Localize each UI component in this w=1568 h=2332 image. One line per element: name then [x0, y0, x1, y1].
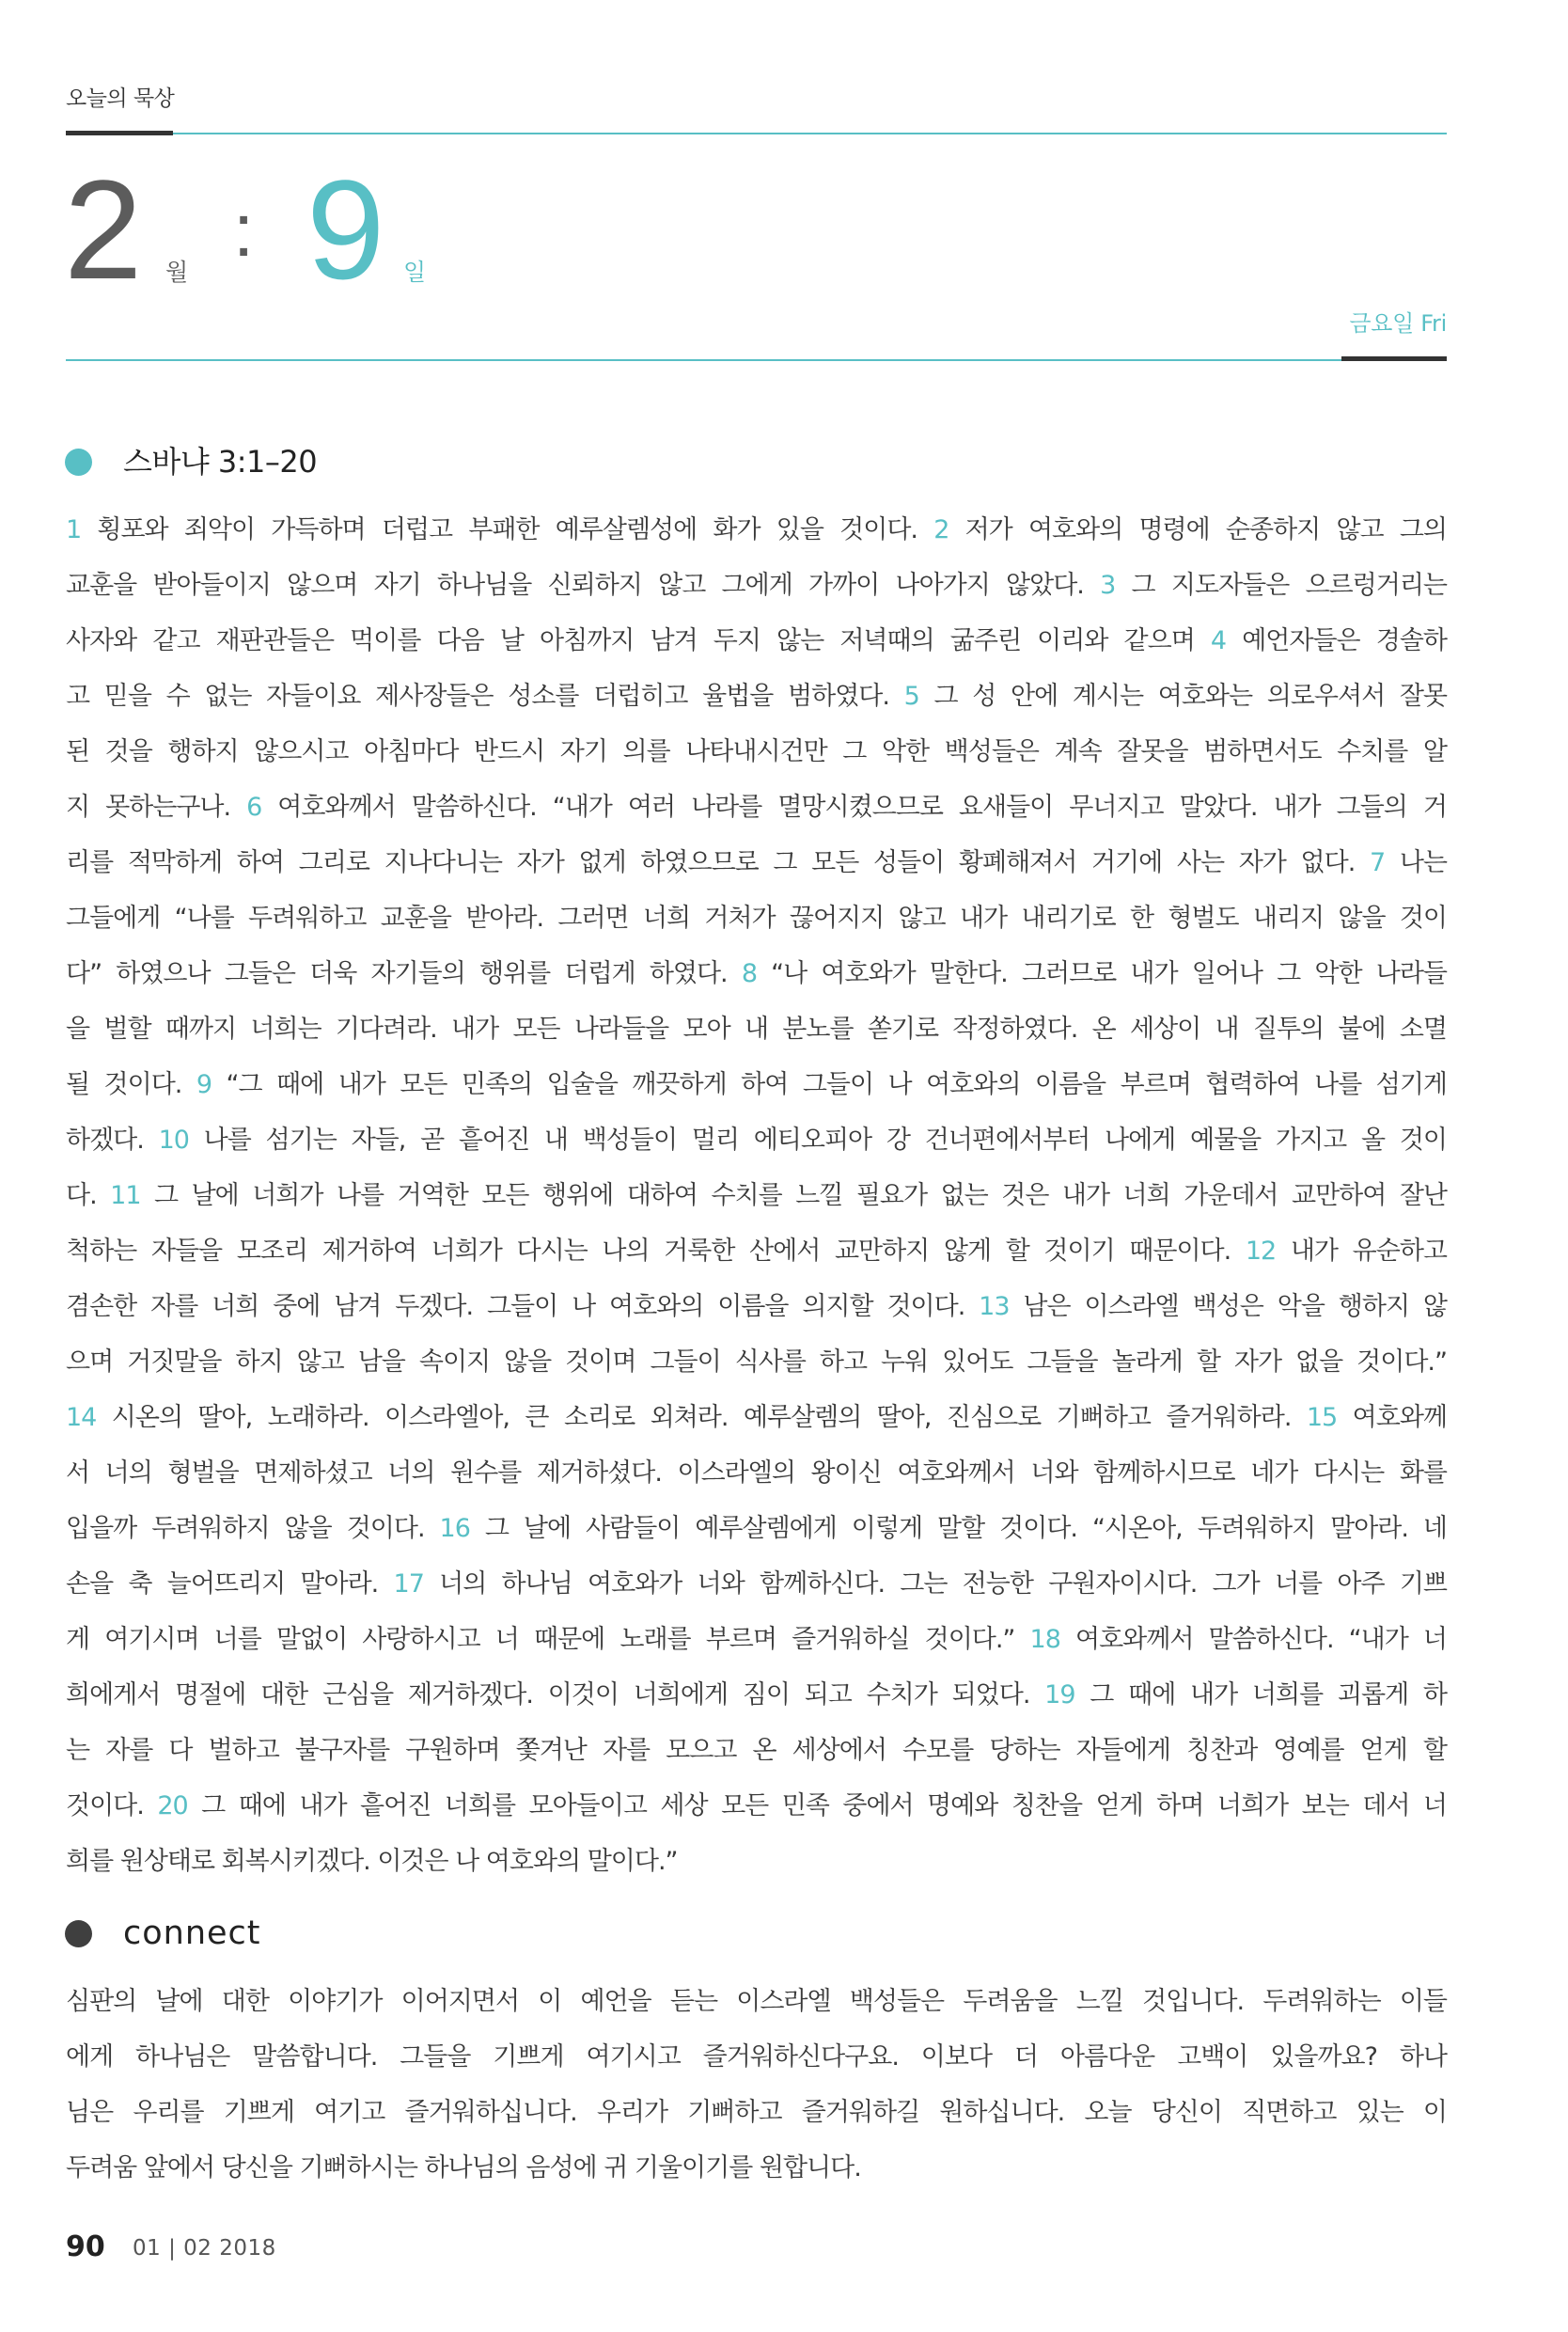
- scripture-line: [66, 1223, 1447, 1279]
- verse-text: 여호와께: [1337, 1403, 1447, 1432]
- verse-text: 지 못하는구나.: [66, 793, 247, 822]
- scripture-line: [66, 1556, 1447, 1612]
- verse-number: 18: [1029, 1625, 1060, 1654]
- verse-number: 19: [1044, 1680, 1075, 1710]
- verse-number: 14: [66, 1403, 97, 1432]
- verse-text: 사자와 같고 재판관들은 먹이를 다음 날 아침까지 남겨 두지 않는 저녁때의 굶주린 이리와 같으며: [66, 626, 1211, 655]
- verse-text: 겸손한 자를 너희 중에 남겨 두겠다. 그들이 나 여호와의 이름을 의지할 것이다.: [66, 1292, 980, 1321]
- connect-line: 에게 하나님은 말씀합니다. 그들을 기쁘게 여기시고 즐거워하신다구요. 이보다 더 아름다운 고백이 있을까요? 하나: [66, 2042, 1447, 2072]
- scripture-line: [66, 669, 1447, 724]
- verse-text: 그 지도자들은 으르렁거리는: [1115, 571, 1447, 600]
- verse-text: 그 때에 내가 흩어진 너희를 모아들이고 세상 모든 민족 중에서 명예와 칭찬을 얻게 하며 너희가 보는 데서 너: [187, 1791, 1447, 1820]
- verse-number: 17: [393, 1569, 424, 1599]
- scripture-line: [66, 1723, 1447, 1778]
- verse-text: 리를 적막하게 하여 그리로 지나다니는 자가 없게 하였으므로 그 모든 성들이 황폐해져서 거기에 사는 자가 없다.: [66, 848, 1370, 877]
- verse-text: 시온의 딸아, 노래하라. 이스라엘아, 큰 소리로 외쳐라. 예루살렘의 딸아, 진심으로 기뻐하고 즐거워하라.: [96, 1403, 1307, 1432]
- verse-text: 그들에게 “나를 두려워하고 교훈을 받아라. 그러면 너희 거처가 끊어지지 않고 내가 내리기로 한 형벌도 내리지 않을 것이: [66, 904, 1447, 933]
- connect-bullet-icon: [65, 1920, 92, 1947]
- verse-number: 4: [1210, 626, 1227, 655]
- verse-number: 5: [903, 682, 919, 711]
- scripture-line: [66, 1279, 1447, 1334]
- verse-number: 13: [979, 1292, 1010, 1321]
- verse-number: 20: [157, 1791, 188, 1820]
- verse-text: 그 날에 사람들이 예루살렘에게 이렇게 말할 것이다. “시온아, 두려워하지 말아라. 네: [469, 1514, 1447, 1543]
- date-month-unit: 월: [165, 259, 189, 286]
- verse-number: 2: [933, 515, 949, 544]
- scripture-line: [66, 780, 1447, 835]
- verse-text: 게 여기시며 너를 말없이 사랑하시고 너 때문에 노래를 부르며 즐거워하실 것이다.”: [66, 1625, 1030, 1654]
- connect-text: [66, 1974, 1447, 2196]
- scripture-line: [66, 835, 1447, 890]
- verse-text: 서 너의 형벌을 면제하셨고 너의 원수를 제거하셨다. 이스라엘의 왕이신 여호와께서 너와 함께하시므로 네가 다시는 화를: [66, 1458, 1447, 1488]
- verse-number: 6: [246, 793, 262, 822]
- scripture-bullet-icon: [65, 449, 92, 476]
- verse-number: 7: [1369, 848, 1386, 877]
- verse-text: 희에게서 명절에 대한 근심을 제거하겠다. 이것이 너희에게 짐이 되고 수치가 되었다.: [66, 1680, 1045, 1710]
- verse-text: 그 날에 너희가 나를 거역한 모든 행위에 대하여 수치를 느낄 필요가 없는 것은 내가 너희 가운데서 교만하여 잘난: [140, 1181, 1447, 1210]
- scripture-line: [66, 1057, 1447, 1112]
- verse-text: 그 성 안에 계시는 여호와는 의로우셔서 잘못: [918, 682, 1447, 711]
- verse-number: 11: [110, 1181, 141, 1210]
- scripture-line: [66, 890, 1447, 946]
- date-weekday: 금요일 Fri: [1349, 310, 1447, 337]
- verse-text: 예언자들은 경솔하: [1226, 626, 1447, 655]
- verse-text: “그 때에 내가 모든 민족의 입술을 깨끗하게 하여 그들이 나 여호와의 이름을 부르며 협력하여 나를 섬기게: [212, 1070, 1447, 1099]
- verse-number: 15: [1306, 1403, 1338, 1432]
- scripture-line: [66, 724, 1447, 780]
- verse-text: 희를 원상태로 회복시키겠다. 이것은 나 여호와의 말이다.”: [66, 1847, 678, 1876]
- scripture-line: [66, 502, 1447, 558]
- verse-text: 너의 하나님 여호와가 너와 함께하신다. 그는 전능한 구원자이시다. 그가 너를 아주 기쁘: [423, 1569, 1447, 1599]
- verse-text: 내가 유순하고: [1276, 1237, 1447, 1266]
- verse-number: 12: [1245, 1237, 1277, 1266]
- verse-text: 척하는 자들을 모조리 제거하여 너희가 다시는 나의 거룩한 산에서 교만하지 않게 할 것이기 때문이다.: [66, 1237, 1246, 1266]
- scripture-line: [66, 1501, 1447, 1556]
- date-month: 2: [64, 150, 143, 308]
- verse-text: 을 벌할 때까지 너희는 기다려라. 내가 모든 나라들을 모아 내 분노를 쏟기로 작정하였다. 온 세상이 내 질투의 불에 소멸: [66, 1015, 1447, 1044]
- verse-text: 여호와께서 말씀하신다. “내가 여러 나라를 멸망시켰으므로 요새들이 무너지고 말았다. 내가 그들의 거: [261, 793, 1447, 822]
- verse-number: 16: [439, 1514, 470, 1543]
- scripture-line: [66, 558, 1447, 613]
- scripture-line: [66, 1778, 1447, 1834]
- scripture-line: [66, 1112, 1447, 1168]
- scripture-line: [66, 1445, 1447, 1501]
- verse-text: 다” 하였으나 그들은 더욱 자기들의 행위를 더럽게 하였다.: [66, 959, 742, 988]
- verse-number: 1: [66, 515, 82, 544]
- connect-heading: connect: [123, 1914, 261, 1952]
- verse-number: 10: [158, 1126, 189, 1155]
- page-number: 90: [66, 2230, 105, 2263]
- verse-text: 나를 섬기는 자들, 곧 흩어진 내 백성들이 멀리 에티오피아 강 건너편에서부터 나에게 예물을 가지고 올 것이: [188, 1126, 1447, 1155]
- scripture-line: [66, 1168, 1447, 1223]
- issue-date: 01 | 02 2018: [133, 2236, 276, 2261]
- scripture-line: [66, 1390, 1447, 1445]
- connect-line: 두려움 앞에서 당신을 기뻐하시는 하나님의 음성에 귀 기울이기를 원합니다.: [66, 2153, 861, 2182]
- verse-number: 9: [196, 1070, 212, 1099]
- header-bottom-rule: [66, 359, 1447, 361]
- verse-text: 그 때에 내가 너희를 괴롭게 하: [1074, 1680, 1447, 1710]
- connect-line: 심판의 날에 대한 이야기가 이어지면서 이 예언을 듣는 이스라엘 백성들은 두려움을 느낄 것입니다. 두려워하는 이들: [66, 1987, 1447, 2016]
- verse-text: 남은 이스라엘 백성은 악을 행하지 않: [1009, 1292, 1447, 1321]
- verse-text: 될 것이다.: [66, 1070, 196, 1099]
- verse-text: 나는: [1385, 848, 1448, 877]
- scripture-line: [66, 946, 1447, 1001]
- verse-text: 횡포와 죄악이 가득하며 더럽고 부패한 예루살렘성에 화가 있을 것이다.: [81, 515, 934, 544]
- connect-line: 님은 우리를 기쁘게 여기고 즐거워하십니다. 우리가 기뻐하고 즐거워하길 원하십니다. 오늘 당신이 직면하고 있는 이: [66, 2098, 1447, 2127]
- header-bottom-accent-bar: [1341, 356, 1447, 361]
- scripture-line: [66, 1334, 1447, 1390]
- header-top-accent-bar: [66, 131, 173, 135]
- verse-number: 3: [1100, 571, 1116, 600]
- verse-text: 다.: [66, 1181, 111, 1210]
- verse-text: 는 자를 다 벌하고 불구자를 구원하며 쫓겨난 자를 모으고 온 세상에서 수모를 당하는 자들에게 칭찬과 영예를 얻게 할: [66, 1736, 1447, 1765]
- verse-text: “나 여호와가 말한다. 그러므로 내가 일어나 그 악한 나라들: [757, 959, 1447, 988]
- verse-text: 입을까 두려워하지 않을 것이다.: [66, 1514, 440, 1543]
- scripture-line: [66, 1667, 1447, 1723]
- date-separator: :: [233, 188, 255, 272]
- section-label: 오늘의 묵상: [66, 87, 175, 111]
- scripture-text: [66, 502, 1447, 1889]
- verse-text: 여호와께서 말씀하신다. “내가 너: [1059, 1625, 1448, 1654]
- verse-text: 손을 축 늘어뜨리지 말아라.: [66, 1569, 394, 1599]
- verse-number: 8: [741, 959, 758, 988]
- scripture-line: [66, 1834, 1447, 1889]
- verse-text: 하겠다.: [66, 1126, 159, 1155]
- verse-text: 고 믿을 수 없는 자들이요 제사장들은 성소를 더럽히고 율법을 범하였다.: [66, 682, 904, 711]
- verse-text: 으며 거짓말을 하지 않고 남을 속이지 않을 것이며 그들이 식사를 하고 누워 있어도 그들을 놀라게 할 자가 없을 것이다.”: [66, 1347, 1447, 1377]
- scripture-line: [66, 613, 1447, 669]
- verse-text: 교훈을 받아들이지 않으며 자기 하나님을 신뢰하지 않고 그에게 가까이 나아가지 않았다.: [66, 571, 1101, 600]
- date-day-unit: 일: [403, 259, 427, 286]
- verse-text: 저가 여호와의 명령에 순종하지 않고 그의: [949, 515, 1447, 544]
- scripture-reference: 스바냐 3:1–20: [123, 444, 318, 480]
- scripture-line: [66, 1001, 1447, 1057]
- scripture-line: [66, 1612, 1447, 1667]
- verse-text: 것이다.: [66, 1791, 158, 1820]
- verse-text: 된 것을 행하지 않으시고 아침마다 반드시 자기 의를 나타내시건만 그 악한 백성들은 계속 잘못을 범하면서도 수치를 알: [66, 737, 1447, 766]
- date-day: 9: [306, 150, 385, 308]
- header-top-rule: [66, 133, 1447, 134]
